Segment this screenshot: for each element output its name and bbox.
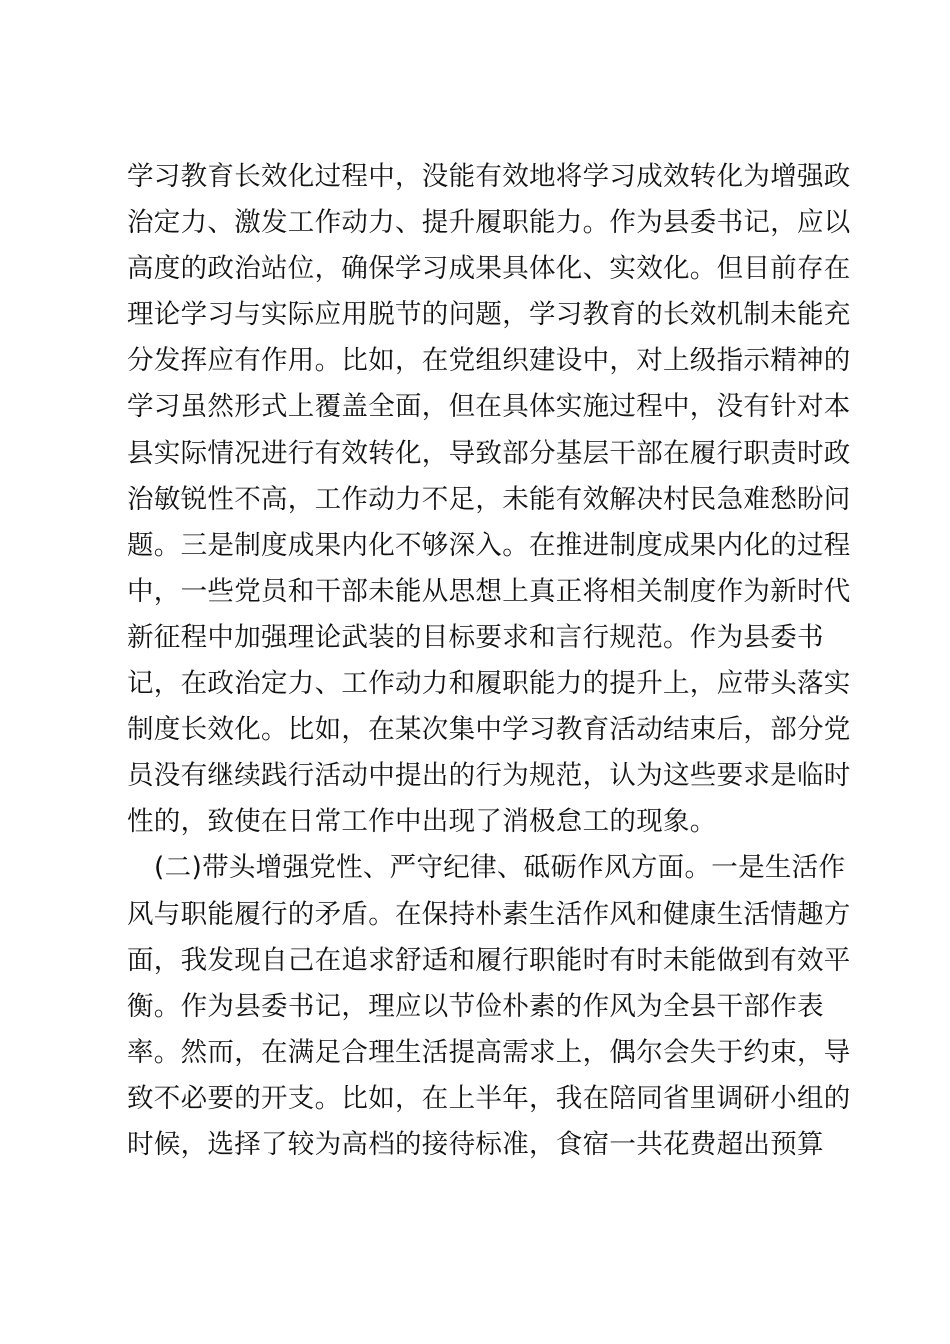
text-line: 县实际情况进行有效转化，导致部分基层干部在履行职责时政 [127,437,851,469]
body-text [127,154,851,1168]
text-line: 时候，选择了较为高档的接待标准，食宿一共花费超出预算 [127,1128,824,1160]
text-line: 高度的政治站位，确保学习成果具体化、实效化。但目前存在 [127,253,851,285]
text-line: 致不必要的开支。比如，在上半年，我在陪同省里调研小组的 [127,1082,851,1114]
text-line: 题。三是制度成果内化不够深入。在推进制度成果内化的过程 [127,529,851,561]
text-line: 理论学习与实际应用脱节的问题，学习教育的长效机制未能充 [127,299,851,331]
text-line: 新征程中加强理论武装的目标要求和言行规范。作为县委书 [127,621,824,653]
text-line: 中，一些党员和干部未能从思想上真正将相关制度作为新时代 [127,575,851,607]
section-heading-line: (二)带头增强党性、严守纪律、砥砺作风方面。一是生活作 [154,852,846,884]
text-line: 治定力、激发工作动力、提升履职能力。作为县委书记，应以 [127,207,851,239]
text-line: 记，在政治定力、工作动力和履职能力的提升上，应带头落实 [127,668,851,700]
text-line: 员没有继续践行活动中提出的行为规范，认为这些要求是临时 [127,760,851,792]
text-line: 性的，致使在日常工作中出现了消极怠工的现象。 [127,806,717,838]
text-line: 衡。作为县委书记，理应以节俭朴素的作风为全县干部作表 [127,990,824,1022]
text-line: 学习教育长效化过程中，没能有效地将学习成效转化为增强政 [127,161,851,192]
text-line: 率。然而，在满足合理生活提高需求上，偶尔会失于约束，导 [127,1036,851,1068]
text-line: 面，我发现自己在追求舒适和履行职能时有时未能做到有效平 [127,944,851,976]
text-line: 分发挥应有作用。比如，在党组织建设中，对上级指示精神的 [127,345,851,377]
text-line: 风与职能履行的矛盾。在保持朴素生活作风和健康生活情趣方 [127,898,851,930]
text-line: 治敏锐性不高，工作动力不足，未能有效解决村民急难愁盼问 [127,483,851,515]
text-line: 学习虽然形式上覆盖全面，但在具体实施过程中，没有针对本 [127,391,851,423]
text-line: 制度长效化。比如，在某次集中学习教育活动结束后，部分党 [127,714,851,746]
